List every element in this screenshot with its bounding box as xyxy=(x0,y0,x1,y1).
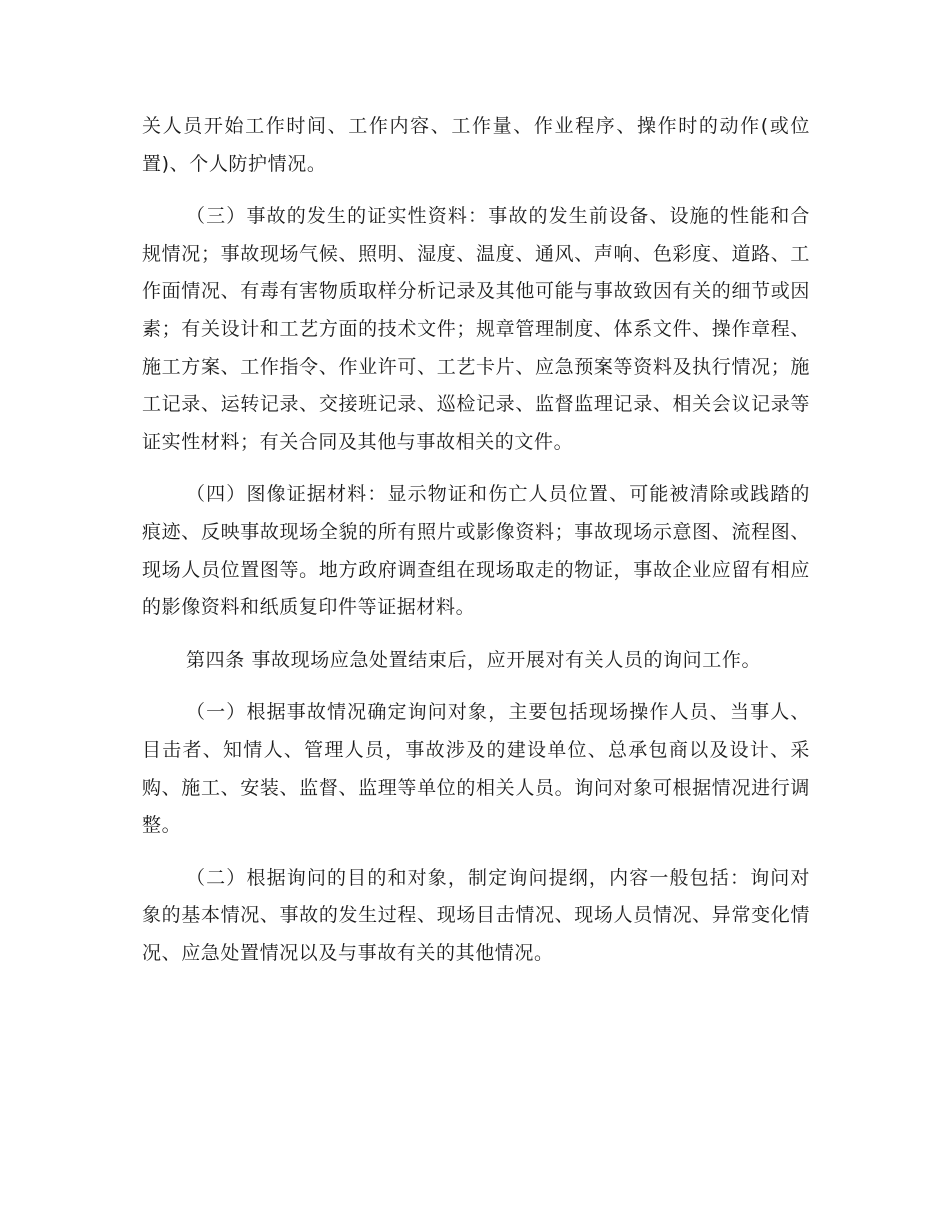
paragraph-item-1: （一）根据事故情况确定询问对象，主要包括现场操作人员、当事人、目击者、知情人、管理人员，事故涉及的建设单位、总承包商以及设计、采购、施工、安装、监督、监理等单位的相关人员。询问对象可根据情况进行调整。 xyxy=(142,701,810,837)
document-body xyxy=(142,108,810,972)
paragraph-item-4: （四）图像证据材料：显示物证和伤亡人员位置、可能被清除或践踏的痕迹、反映事故现场全貌的所有照片或影像资料；事故现场示意图、流程图、现场人员位置图等。地方政府调查组在现场取走的物证，事故企业应留有相应的影像资料和纸质复印件等证据材料。 xyxy=(142,483,810,619)
paragraph-item-3: （三）事故的发生的证实性资料：事故的发生前设备、设施的性能和合规情况；事故现场气候、照明、湿度、温度、通风、声响、色彩度、道路、工作面情况、有毒有害物质取样分析记录及其他可能与事故致因有关的细节或因素；有关设计和工艺方面的技术文件；规章管理制度、体系文件、操作章程、施工方案、工作指令、作业许可、工艺卡片、应急预案等资料及执行情况；施工记录、运转记录、交接班记录、巡检记录、监督监理记录、相关会议记录等证实性材料；有关合同及其他与事故相关的文件。 xyxy=(142,205,810,453)
paragraph-continued: 关人员开始工作时间、工作内容、工作量、作业程序、操作时的动作(或位置)、个人防护情况。 xyxy=(142,115,810,175)
paragraph-article-4: 第四条 事故现场应急处置结束后，应开展对有关人员的询问工作。 xyxy=(186,648,762,671)
paragraph-item-2: （二）根据询问的目的和对象，制定询问提纲，内容一般包括：询问对象的基本情况、事故的发生过程、现场目击情况、现场人员情况、异常变化情况、应急处置情况以及与事故有关的其他情况。 xyxy=(142,866,810,964)
